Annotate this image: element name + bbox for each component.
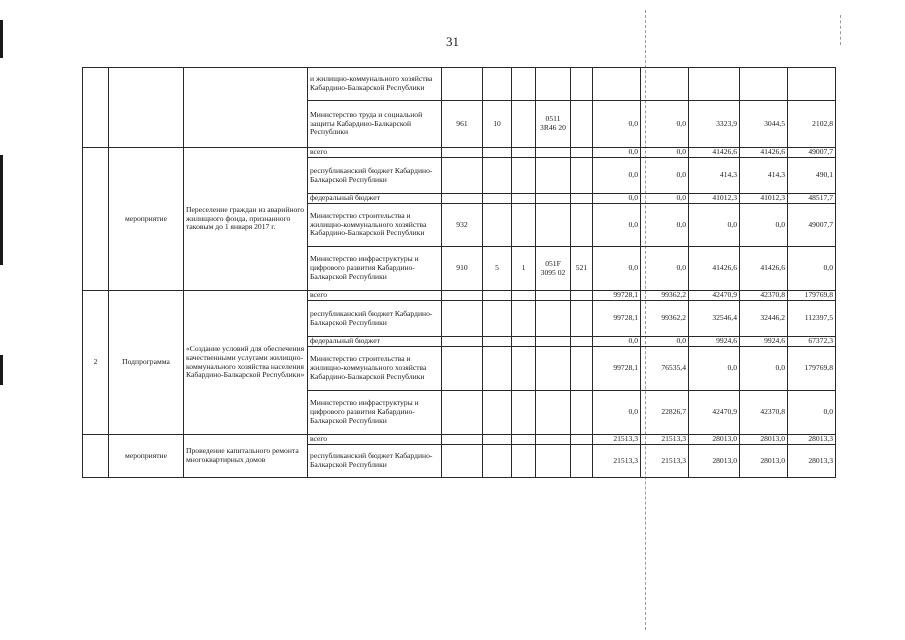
year-1-value: 99728,1	[593, 291, 641, 301]
grbs-cell	[442, 337, 483, 347]
year-3-value: 28013,0	[689, 445, 740, 478]
target-article-cell	[536, 291, 571, 301]
empty-cell	[740, 68, 788, 101]
year-1-value: 0,0	[593, 148, 641, 158]
expense-type-cell	[571, 204, 593, 247]
year-5-value: 0,0	[788, 247, 836, 291]
year-3-value: 414,3	[689, 158, 740, 194]
target-article-cell: 051F 3095 02	[536, 247, 571, 291]
year-2-value: 0,0	[641, 247, 689, 291]
target-article-cell	[536, 337, 571, 347]
source-name-cell: Министерство строительства и жилищно-коммунального хозяйства Кабардино-Балкарской Республики	[308, 204, 442, 247]
year-3-value: 42470,9	[689, 291, 740, 301]
year-5-value: 28013,3	[788, 445, 836, 478]
target-article-cell	[536, 194, 571, 204]
empty-cell	[689, 68, 740, 101]
target-article-cell	[536, 204, 571, 247]
row-title-cell: Переселение граждан из аварийного жилищного фонда, признанного таковым до 1 января 2017 г.	[184, 148, 308, 291]
subsection-cell	[512, 204, 536, 247]
page-number: 31	[446, 34, 459, 49]
expense-type-cell	[571, 337, 593, 347]
grbs-cell	[442, 301, 483, 337]
year-5-value: 490,1	[788, 158, 836, 194]
empty-cell	[641, 68, 689, 101]
expense-type-cell	[571, 347, 593, 391]
row-title-cell: Проведение капитального ремонта многоквартирных домов	[184, 435, 308, 478]
grbs-cell	[442, 445, 483, 478]
year-3-value: 3323,9	[689, 101, 740, 148]
section-cell	[483, 158, 512, 194]
section-cell	[483, 337, 512, 347]
empty-cell	[483, 68, 512, 101]
expense-type-cell: 521	[571, 247, 593, 291]
empty-cell	[442, 68, 483, 101]
year-1-value: 0,0	[593, 194, 641, 204]
target-article-cell: 0511 3R46 20	[536, 101, 571, 148]
year-5-value: 179769,8	[788, 291, 836, 301]
section-cell	[483, 435, 512, 445]
expense-type-cell	[571, 148, 593, 158]
year-5-value: 112397,5	[788, 301, 836, 337]
year-1-value: 0,0	[593, 391, 641, 435]
year-2-value: 22826,7	[641, 391, 689, 435]
year-5-value: 49007,7	[788, 204, 836, 247]
expense-type-cell	[571, 101, 593, 148]
target-article-cell	[536, 158, 571, 194]
year-5-value: 48517,7	[788, 194, 836, 204]
year-4-value: 42370,8	[740, 391, 788, 435]
row-number-cell	[83, 148, 109, 291]
source-name-cell: республиканский бюджет Кабардино- Балкарской Республики	[308, 301, 442, 337]
table-row	[83, 435, 836, 445]
year-2-value: 21513,3	[641, 445, 689, 478]
year-4-value: 0,0	[740, 204, 788, 247]
expense-type-cell	[571, 435, 593, 445]
grbs-cell	[442, 158, 483, 194]
budget-table	[82, 67, 836, 478]
subsection-cell	[512, 158, 536, 194]
expense-type-cell	[571, 194, 593, 204]
subsection-cell	[512, 337, 536, 347]
subsection-cell	[512, 435, 536, 445]
subsection-cell	[512, 347, 536, 391]
year-2-value: 99362,2	[641, 301, 689, 337]
subsection-cell: 1	[512, 247, 536, 291]
target-article-cell	[536, 301, 571, 337]
target-article-cell	[536, 148, 571, 158]
year-4-value: 32446,2	[740, 301, 788, 337]
subsection-cell	[512, 101, 536, 148]
table-row	[83, 148, 836, 158]
year-3-value: 42470,9	[689, 391, 740, 435]
year-2-value: 76535,4	[641, 347, 689, 391]
source-name-cell: Министерство строительства и жилищно-коммунального хозяйства Кабардино-Балкарской Республики	[308, 347, 442, 391]
year-4-value: 414,3	[740, 158, 788, 194]
year-3-value: 32546,4	[689, 301, 740, 337]
section-cell	[483, 391, 512, 435]
year-4-value: 3044,5	[740, 101, 788, 148]
year-5-value: 28013,3	[788, 435, 836, 445]
year-3-value: 41012,3	[689, 194, 740, 204]
row-number-cell	[83, 68, 109, 148]
year-2-value: 0,0	[641, 158, 689, 194]
year-1-value: 21513,3	[593, 445, 641, 478]
year-2-value: 21513,3	[641, 435, 689, 445]
grbs-cell: 910	[442, 247, 483, 291]
year-3-value: 0,0	[689, 204, 740, 247]
target-article-cell	[536, 347, 571, 391]
source-name-cell: республиканский бюджет Кабардино- Балкарской Республики	[308, 445, 442, 478]
row-number-cell	[83, 435, 109, 478]
section-cell	[483, 445, 512, 478]
section-cell	[483, 347, 512, 391]
subsection-cell	[512, 445, 536, 478]
grbs-cell	[442, 194, 483, 204]
year-1-value: 0,0	[593, 158, 641, 194]
subsection-cell	[512, 391, 536, 435]
source-name-cell: и жилищно-коммунального хозяйства Кабардино-Балкарской Республики	[308, 68, 442, 101]
scan-edge-mark	[0, 155, 3, 265]
source-name-cell: всего	[308, 148, 442, 158]
section-cell	[483, 148, 512, 158]
target-article-cell	[536, 445, 571, 478]
section-cell	[483, 204, 512, 247]
year-2-value: 0,0	[641, 101, 689, 148]
row-type-cell: Подпрограмма	[109, 291, 184, 435]
year-4-value: 28013,0	[740, 445, 788, 478]
year-2-value: 0,0	[641, 204, 689, 247]
source-name-cell: Министерство труда и социальной защиты Кабардино-Балкарской Республики	[308, 101, 442, 148]
year-5-value: 2102,8	[788, 101, 836, 148]
year-1-value: 99728,1	[593, 347, 641, 391]
source-name-cell: федеральный бюджет	[308, 194, 442, 204]
year-1-value: 21513,3	[593, 435, 641, 445]
source-name-cell: республиканский бюджет Кабардино- Балкарской Республики	[308, 158, 442, 194]
year-3-value: 0,0	[689, 347, 740, 391]
expense-type-cell	[571, 391, 593, 435]
empty-cell	[571, 68, 593, 101]
grbs-cell: 932	[442, 204, 483, 247]
year-4-value: 9924,6	[740, 337, 788, 347]
year-5-value: 0,0	[788, 391, 836, 435]
grbs-cell	[442, 435, 483, 445]
empty-cell	[788, 68, 836, 101]
row-title-cell: «Создание условий для обеспечения качественными услугами жилищно-коммунального хозяйства населения Кабардино-Балкарской Республики»	[184, 291, 308, 435]
target-article-cell	[536, 391, 571, 435]
empty-cell	[536, 68, 571, 101]
year-4-value: 28013,0	[740, 435, 788, 445]
expense-type-cell	[571, 158, 593, 194]
subsection-cell	[512, 291, 536, 301]
grbs-cell	[442, 391, 483, 435]
year-1-value: 0,0	[593, 337, 641, 347]
grbs-cell	[442, 291, 483, 301]
year-5-value: 67372,3	[788, 337, 836, 347]
section-cell	[483, 301, 512, 337]
year-4-value: 41426,6	[740, 148, 788, 158]
subsection-cell	[512, 301, 536, 337]
year-2-value: 0,0	[641, 148, 689, 158]
empty-cell	[593, 68, 641, 101]
year-5-value: 179769,8	[788, 347, 836, 391]
year-1-value: 0,0	[593, 204, 641, 247]
year-5-value: 49007,7	[788, 148, 836, 158]
source-name-cell: всего	[308, 435, 442, 445]
empty-cell	[512, 68, 536, 101]
table-row	[83, 68, 836, 101]
year-3-value: 41426,6	[689, 148, 740, 158]
scan-edge-mark	[0, 355, 3, 385]
year-3-value: 9924,6	[689, 337, 740, 347]
year-2-value: 0,0	[641, 194, 689, 204]
grbs-cell: 961	[442, 101, 483, 148]
year-3-value: 28013,0	[689, 435, 740, 445]
grbs-cell	[442, 148, 483, 158]
year-2-value: 0,0	[641, 337, 689, 347]
expense-type-cell	[571, 445, 593, 478]
source-name-cell: федеральный бюджет	[308, 337, 442, 347]
row-type-cell	[109, 68, 184, 148]
source-name-cell: всего	[308, 291, 442, 301]
year-1-value: 0,0	[593, 101, 641, 148]
grbs-cell	[442, 347, 483, 391]
source-name-cell: Министерство инфраструктуры и цифрового развития Кабардино-Балкарской Республики	[308, 247, 442, 291]
section-cell: 10	[483, 101, 512, 148]
section-cell: 5	[483, 247, 512, 291]
row-title-cell	[184, 68, 308, 148]
target-article-cell	[536, 435, 571, 445]
expense-type-cell	[571, 291, 593, 301]
row-number-cell: 2	[83, 291, 109, 435]
year-1-value: 99728,1	[593, 301, 641, 337]
year-4-value: 41426,6	[740, 247, 788, 291]
subsection-cell	[512, 148, 536, 158]
section-cell	[483, 194, 512, 204]
section-cell	[483, 291, 512, 301]
table-row	[83, 291, 836, 301]
row-type-cell: мероприятие	[109, 148, 184, 291]
year-4-value: 0,0	[740, 347, 788, 391]
row-type-cell: мероприятие	[109, 435, 184, 478]
year-4-value: 41012,3	[740, 194, 788, 204]
expense-type-cell	[571, 301, 593, 337]
year-4-value: 42370,8	[740, 291, 788, 301]
subsection-cell	[512, 194, 536, 204]
source-name-cell: Министерство инфраструктуры и цифрового развития Кабардино-Балкарской Республики	[308, 391, 442, 435]
year-2-value: 99362,2	[641, 291, 689, 301]
year-3-value: 41426,6	[689, 247, 740, 291]
year-1-value: 0,0	[593, 247, 641, 291]
